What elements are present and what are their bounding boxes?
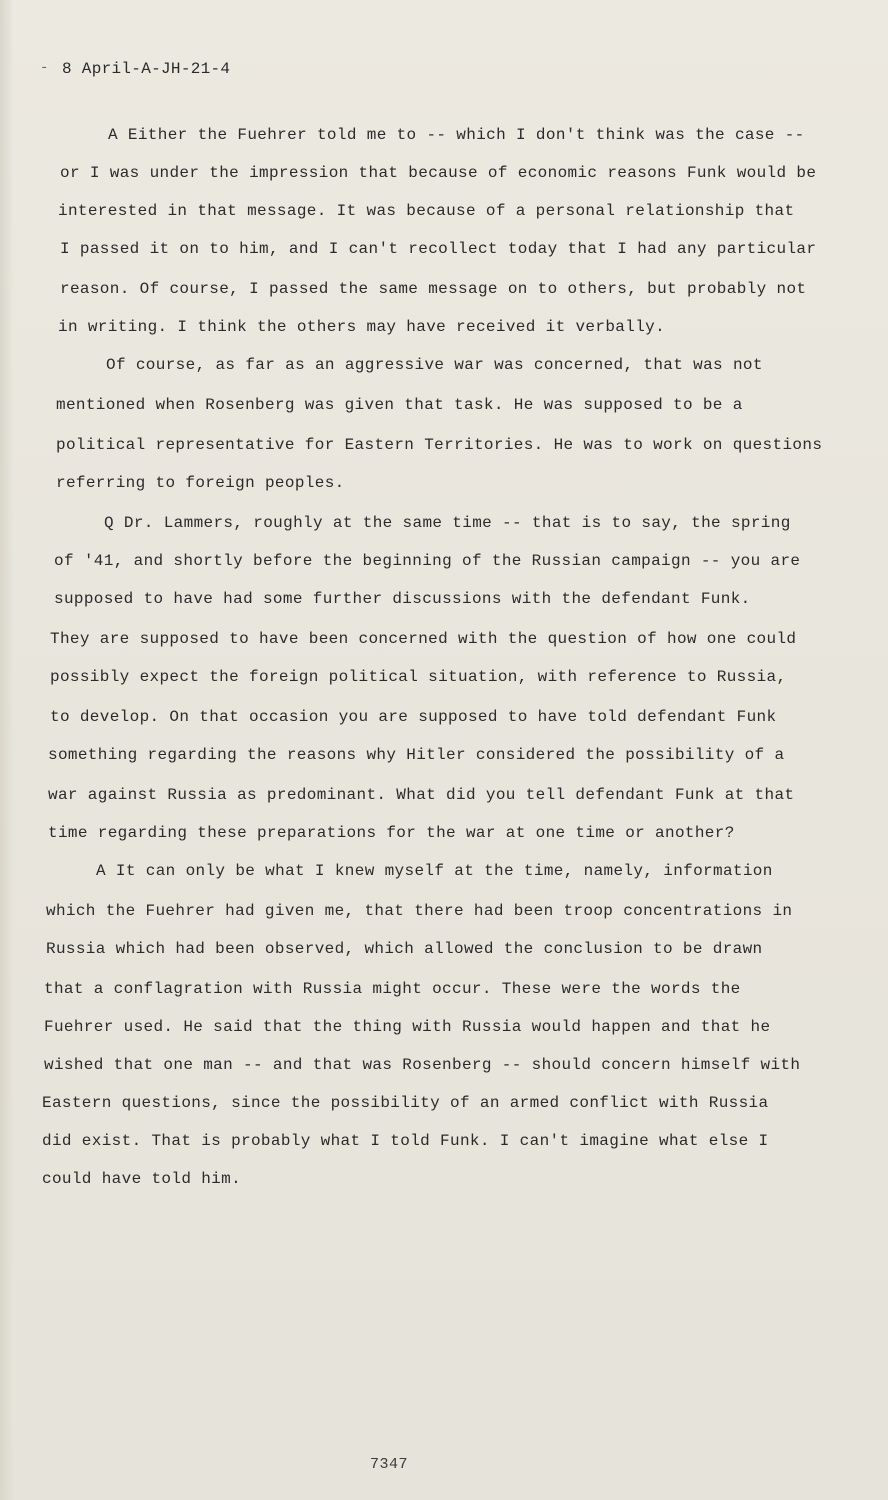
text-line: Russia which had been observed, which allowed the conclusion to be drawn [46, 940, 763, 958]
text-line: could have told him. [42, 1170, 242, 1188]
document-header: 8 April-A-JH-21-4 [62, 60, 231, 78]
text-line: did exist. That is probably what I told Funk. I can't imagine what else I [42, 1132, 769, 1150]
text-line: Eastern questions, since the possibility of an armed conflict with Russia [42, 1094, 769, 1112]
text-line: political representative for Eastern Territories. He was to work on questions [56, 436, 823, 454]
text-line: of '41, and shortly before the beginning of the Russian campaign -- you are [54, 552, 801, 570]
text-line: A Either the Fuehrer told me to -- which I don't think was the case -- [108, 126, 805, 144]
text-line: or I was under the impression that because of economic reasons Funk would be [60, 164, 817, 182]
text-line: in writing. I think the others may have received it verbally. [58, 318, 666, 336]
text-line: mentioned when Rosenberg was given that task. He was supposed to be a [56, 396, 743, 414]
text-line: Of course, as far as an aggressive war was concerned, that was not [106, 356, 763, 374]
text-line: interested in that message. It was because of a personal relationship that [58, 202, 795, 220]
text-line: possibly expect the foreign political situation, with reference to Russia, [50, 668, 787, 686]
text-line: to develop. On that occasion you are supposed to have told defendant Funk [50, 708, 777, 726]
text-line: I passed it on to him, and I can't recollect today that I had any particular [60, 240, 817, 258]
text-line: something regarding the reasons why Hitler considered the possibility of a [48, 746, 785, 764]
page-number: 7347 [370, 1456, 409, 1473]
text-line: reason. Of course, I passed the same message on to others, but probably not [60, 280, 807, 298]
text-line: A It can only be what I knew myself at the time, namely, information [96, 862, 773, 880]
margin-mark: - [40, 60, 49, 76]
text-line: Q Dr. Lammers, roughly at the same time -- that is to say, the spring [104, 514, 791, 532]
text-line: wished that one man -- and that was Rosenberg -- should concern himself with [44, 1056, 801, 1074]
text-line: time regarding these preparations for the war at one time or another? [48, 824, 735, 842]
text-line: referring to foreign peoples. [56, 474, 345, 492]
text-line: They are supposed to have been concerned with the question of how one could [50, 630, 797, 648]
text-line: that a conflagration with Russia might occur. These were the words the [44, 980, 741, 998]
page-edge-shadow [0, 0, 14, 1500]
text-line: Fuehrer used. He said that the thing with Russia would happen and that he [44, 1018, 771, 1036]
text-line: which the Fuehrer had given me, that there had been troop concentrations in [46, 902, 793, 920]
text-line: supposed to have had some further discussions with the defendant Funk. [54, 590, 751, 608]
text-line: war against Russia as predominant. What did you tell defendant Funk at that [48, 786, 795, 804]
